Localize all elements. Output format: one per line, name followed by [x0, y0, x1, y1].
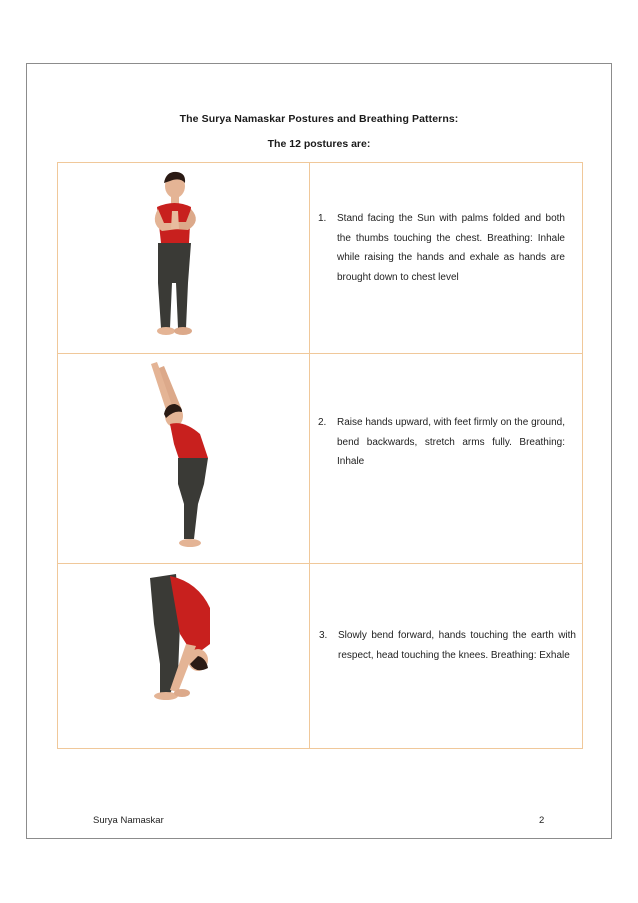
document-title: The Surya Namaskar Postures and Breathing Patterns: [179, 113, 459, 125]
posture-3-figure-image [58, 564, 310, 749]
posture-text-cell-2 [310, 354, 583, 564]
posture-3-number: 3. [319, 630, 328, 641]
posture-image-cell-3 [58, 564, 310, 749]
posture-row-1 [58, 163, 583, 354]
posture-3-description [319, 626, 576, 665]
posture-1-description [318, 209, 565, 287]
footer-document-name: Surya Namaskar [93, 815, 164, 826]
posture-2-figure-image [58, 354, 310, 564]
posture-1-number: 1. [318, 213, 327, 224]
posture-2-text: Raise hands upward, with feet firmly on the ground, bend backwards, stretch arms fully. Breathing: Inhale [337, 417, 565, 467]
posture-3-text: Slowly bend forward, hands touching the earth with respect, head touching the knees. Breathing: Exhale [338, 630, 576, 661]
posture-image-cell-2 [58, 354, 310, 564]
posture-text-cell-1 [310, 163, 583, 354]
posture-1-text: Stand facing the Sun with palms folded and both the thumbs touching the chest. Breathing: Inhale while raising the hands and exhale as hands are brought down to chest level [337, 213, 565, 283]
posture-2-description [318, 413, 565, 472]
posture-table [57, 162, 583, 749]
posture-1-figure-image [58, 163, 310, 354]
posture-row-3 [58, 564, 583, 749]
posture-row-2 [58, 354, 583, 564]
footer-page-number: 2 [539, 815, 545, 826]
posture-text-cell-3 [310, 564, 583, 749]
posture-image-cell-1 [58, 163, 310, 354]
posture-2-number: 2. [318, 417, 327, 428]
document-subtitle: The 12 postures are: [267, 138, 371, 150]
